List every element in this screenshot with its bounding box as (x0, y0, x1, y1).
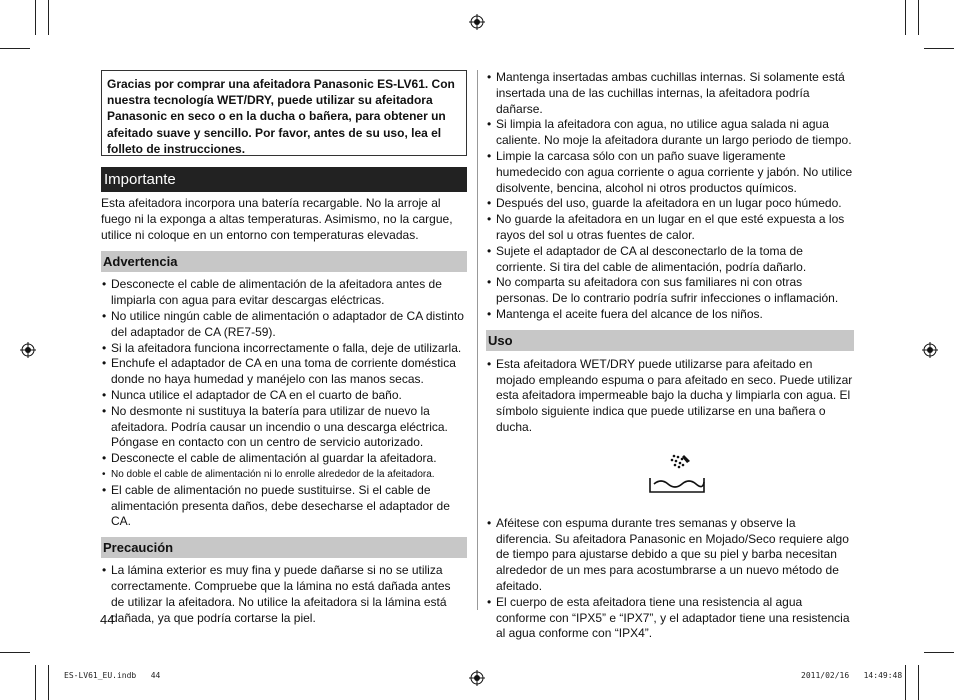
list-item: • Desconecte el cable de alimentación de la afeitadora antes de limpiarla con agua para evitar descargas eléctricas. (101, 277, 467, 309)
registration-mark-icon (922, 342, 938, 358)
advertencia-list (101, 277, 467, 530)
crop-mark (905, 665, 906, 700)
column-divider (477, 70, 478, 610)
uso-list (486, 357, 854, 436)
crop-mark (35, 665, 36, 700)
footer-datetime: 2011/02/16 14:49:48 (801, 671, 903, 680)
right-column (486, 70, 854, 642)
importante-text: Esta afeitadora incorpora una batería recargable. No la arroje al fuego ni la exponga a altas temperaturas. Asimismo, no la cargue, utilice ni coloque en un entorno con temperaturas elevadas. (101, 196, 453, 242)
left-column (101, 196, 467, 626)
intro-box: Gracias por comprar una afeitadora Panasonic ES-LV61. Con nuestra tecnología WET/DRY, puede utilizar su afeitadora Panasonic en seco o en la ducha o bañera, para obtener un afeitado suave y sencillo. Por favor, antes de su uso, lea el folleto de instrucciones. (101, 70, 467, 156)
list-item: • Limpie la carcasa sólo con un paño suave ligeramente humedecido con agua corriente o agua corriente y jabón. No utilice disolvente, bencina, alcohol ni otros productos químicos. (486, 149, 854, 196)
list-item: • No comparta su afeitadora con sus familiares ni con otras personas. De lo contrario podría sufrir infecciones o inflamación. (486, 275, 854, 307)
list-item: • No guarde la afeitadora en un lugar en el que esté expuesta a los rayos del sol u otras fuentes de calor. (486, 212, 854, 244)
precaucion-list (101, 563, 467, 626)
list-item: • No desmonte ni sustituya la batería para utilizar de nuevo la afeitadora. Podría causar un incendio o una descarga eléctrica. Póngase en contacto con un centro de servicio autorizado. (101, 404, 467, 451)
list-item: • Desconecte el cable de alimentación al guardar la afeitadora. (101, 451, 467, 467)
crop-mark (924, 48, 954, 49)
crop-mark (35, 0, 36, 35)
heading-uso: Uso (486, 330, 854, 351)
symbol-area (486, 436, 854, 516)
bath-shower-icon (648, 454, 706, 494)
list-item: • Si la afeitadora funciona incorrectamente o falla, deje de utilizarla. (101, 341, 467, 357)
crop-mark (0, 652, 30, 653)
list-item: • Si limpia la afeitadora con agua, no utilice agua salada ni agua caliente. No moje la afeitadora durante un largo periodo de tiempo. (486, 117, 854, 149)
list-item: • Después del uso, guarde la afeitadora en un lugar poco húmedo. (486, 196, 854, 212)
care-list (486, 70, 854, 323)
crop-mark (924, 652, 954, 653)
crop-mark (905, 0, 906, 35)
uso-list-after (486, 516, 854, 642)
list-item: • Sujete el adaptador de CA al desconectarlo de la toma de corriente. Si tira del cable de alimentación, podría dañarlo. (486, 244, 854, 276)
list-item: • No doble el cable de alimentación ni lo enrolle alrededor de la afeitadora. (101, 467, 467, 483)
crop-mark (918, 665, 919, 700)
crop-mark (0, 48, 30, 49)
heading-precaucion: Precaución (101, 537, 467, 558)
registration-mark-icon (20, 342, 36, 358)
list-item: • El cuerpo de esta afeitadora tiene una resistencia al agua conforme con “IPX5” e “IPX7”, y el adaptador tiene una resistencia al agua conforme con “IPX4”. (486, 595, 854, 642)
footer-file: ES-LV61_EU.indb 44 (64, 671, 161, 680)
crop-mark (48, 0, 49, 35)
heading-importante: Importante (101, 167, 467, 192)
crop-mark (918, 0, 919, 35)
registration-mark-icon (469, 670, 485, 686)
page-number: 44 (100, 612, 115, 627)
crop-mark (48, 665, 49, 700)
list-item: • El cable de alimentación no puede sustituirse. Si el cable de alimentación presenta daños, debe desecharse el adaptador de CA. (101, 483, 467, 530)
list-item: • No utilice ningún cable de alimentación o adaptador de CA distinto del adaptador de CA (RE7-59). (101, 309, 467, 341)
list-item: • La lámina exterior es muy fina y puede dañarse si no se utiliza correctamente. Compruebe que la lámina no está dañada antes de utilizar la afeitadora. No utilice la afeitadora si la lámina está dañada, ya que podría cortarse la piel. (101, 563, 467, 626)
list-item: • Mantenga insertadas ambas cuchillas internas. Si solamente está insertada una de las cuchillas internas, la afeitadora podría dañarse. (486, 70, 854, 117)
list-item: • Esta afeitadora WET/DRY puede utilizarse para afeitado en mojado empleando espuma o para afeitado en seco. Puede utilizar esta afeitadora impermeable bajo la ducha y limpiarla con agua. El símbolo siguiente indica que puede utilizarse en una bañera o ducha. (486, 357, 854, 436)
heading-advertencia: Advertencia (101, 251, 467, 272)
registration-mark-icon (469, 14, 485, 30)
list-item: • Mantenga el aceite fuera del alcance de los niños. (486, 307, 854, 323)
list-item: • Aféitese con espuma durante tres semanas y observe la diferencia. Su afeitadora Panasonic en Mojado/Seco requiere algo de tiempo para ajustarse debido a que su piel y barba necesitan alrededor de un mes para acostumbrarse a un nuevo método de afeitado. (486, 516, 854, 595)
list-item: • Nunca utilice el adaptador de CA en el cuarto de baño. (101, 388, 467, 404)
list-item: • Enchufe el adaptador de CA en una toma de corriente doméstica donde no haya humedad y manéjelo con las manos secas. (101, 356, 467, 388)
